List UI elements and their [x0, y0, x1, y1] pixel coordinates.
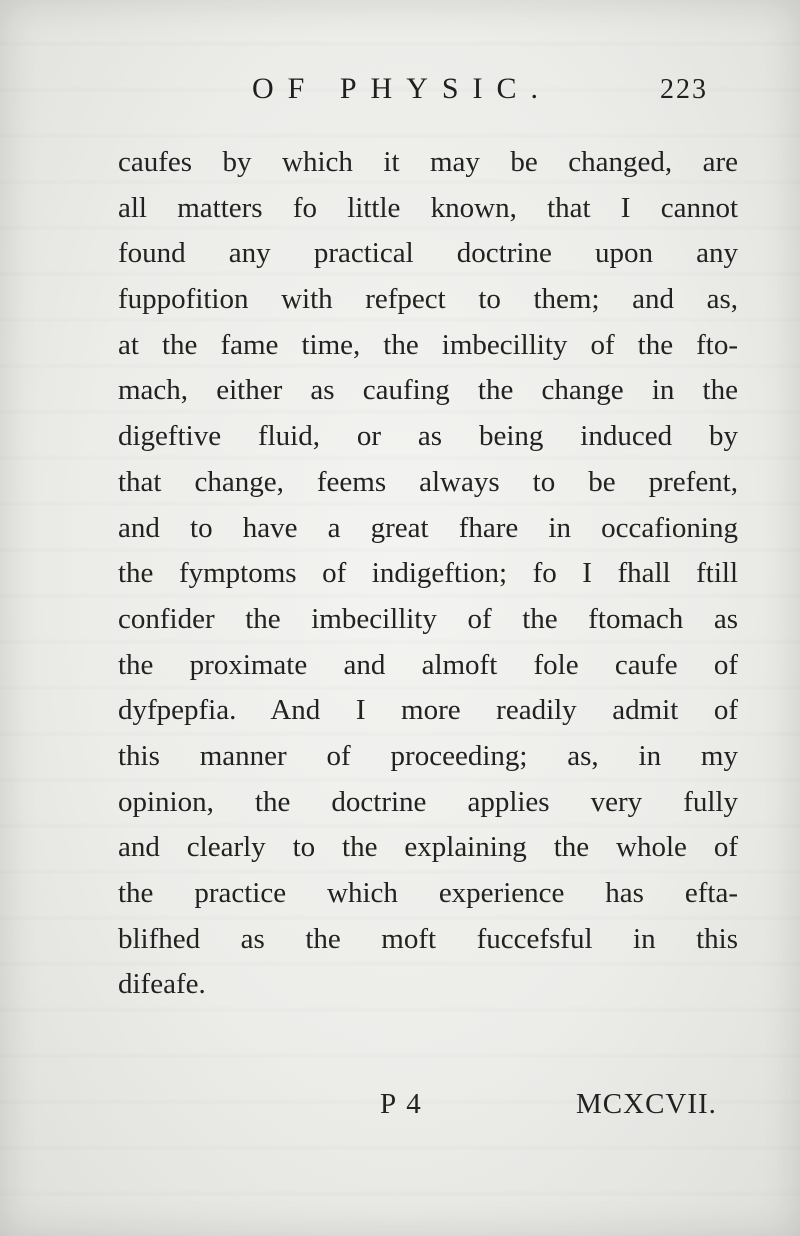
signature-mark: P 4	[380, 1088, 423, 1120]
text-line: the proximate and almoft fole caufe of	[118, 648, 738, 681]
catchword: MCXCVII.	[576, 1088, 717, 1120]
text-line: dyfpepfia. And I more readily admit of	[118, 694, 738, 727]
text-line: blifhed as the moft fuccefsful in this	[118, 922, 738, 955]
running-title: OF PHYSIC.	[252, 72, 553, 105]
text-line: the fymptoms of indigeftion; fo I fhall ftill	[118, 557, 738, 590]
text-line: digeftive fluid, or as being induced by	[118, 420, 738, 453]
text-line: mach, either as caufing the change in the	[118, 374, 738, 407]
page-footer	[0, 1088, 800, 1128]
text-line: fuppofition with refpect to them; and as,	[118, 283, 738, 316]
page-header	[0, 72, 800, 116]
text-line: difeafe.	[118, 968, 206, 1001]
text-line: opinion, the doctrine applies very fully	[118, 785, 738, 818]
text-line: and clearly to the explaining the whole of	[118, 831, 738, 864]
text-line: the practice which experience has efta-	[118, 877, 738, 909]
page-number: 223	[660, 74, 708, 105]
body-text	[118, 140, 738, 1008]
text-line: that change, feems always to be prefent,	[118, 465, 738, 498]
text-line: this manner of proceeding; as, in my	[118, 739, 738, 772]
text-line: and to have a great fhare in occafioning	[118, 511, 738, 544]
text-line: found any practical doctrine upon any	[118, 237, 738, 270]
text-line: caufes by which it may be changed, are	[118, 146, 738, 178]
text-line: at the fame time, the imbecillity of the fto-	[118, 328, 738, 361]
text-line: all matters fo little known, that I cannot	[118, 191, 738, 224]
text-line: confider the imbecillity of the ftomach as	[118, 602, 738, 635]
